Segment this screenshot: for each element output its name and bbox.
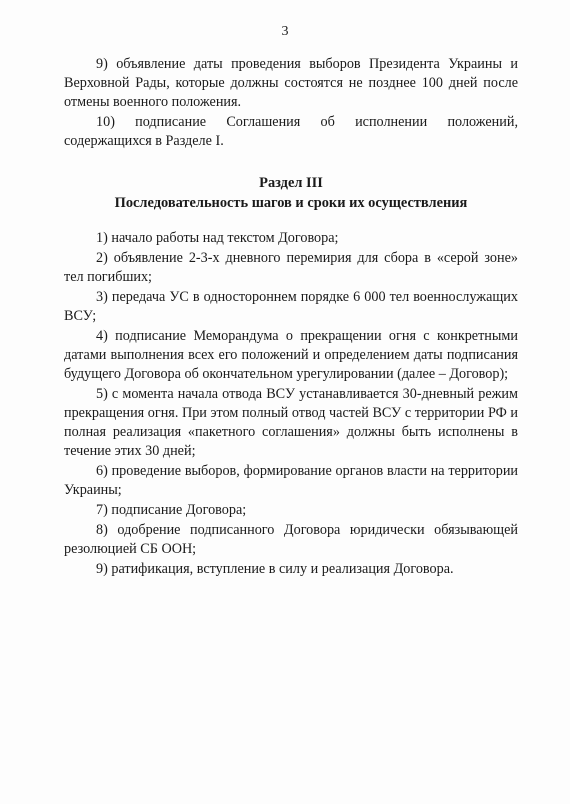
- step-item-9: 9) ратификация, вступление в силу и реализация Договора.: [96, 561, 454, 577]
- section-heading: Раздел III: [259, 175, 323, 191]
- step-item-5: 5) с момента начала отвода ВСУ устанавливается 30-дневный режим прекращения огня. При этом полный отвод частей ВСУ с территории РФ и полная реализация «пакетного соглашения» должны быть исполнены в течение этих 30 дней;: [64, 386, 518, 459]
- intro-item-9: 9) объявление даты проведения выборов Президента Украины и Верховной Рады, которые должны состоятся не позднее 100 дней после отмены военного положения.: [64, 56, 518, 110]
- section-steps-list: [64, 229, 518, 579]
- step-item-6: 6) проведение выборов, формирование органов власти на территории Украины;: [64, 463, 518, 498]
- step-item-4: 4) подписание Меморандума о прекращении огня с конкретными датами выполнения всех его положений и определением даты подписания будущего Договора об окончательном урегулировании (далее – Договор);: [64, 328, 518, 382]
- step-item-3: 3) передача УС в одностороннем порядке 6 000 тел военнослужащих ВСУ;: [64, 289, 518, 324]
- intro-item-10: 10) подписание Соглашения об исполнении положений, содержащихся в Разделе I.: [64, 114, 518, 149]
- step-item-8: 8) одобрение подписанного Договора юридически обязывающей резолюцией СБ ООН;: [64, 522, 518, 557]
- page-number: 3: [281, 24, 289, 39]
- step-item-7: 7) подписание Договора;: [96, 502, 247, 518]
- step-item-1: 1) начало работы над текстом Договора;: [96, 230, 339, 246]
- document-body: [64, 55, 518, 580]
- section-subheading: Последовательность шагов и сроки их осуществления: [114, 195, 468, 211]
- step-item-2: 2) объявление 2-3-х дневного перемирия для сбора в «серой зоне» тел погибших;: [64, 250, 518, 285]
